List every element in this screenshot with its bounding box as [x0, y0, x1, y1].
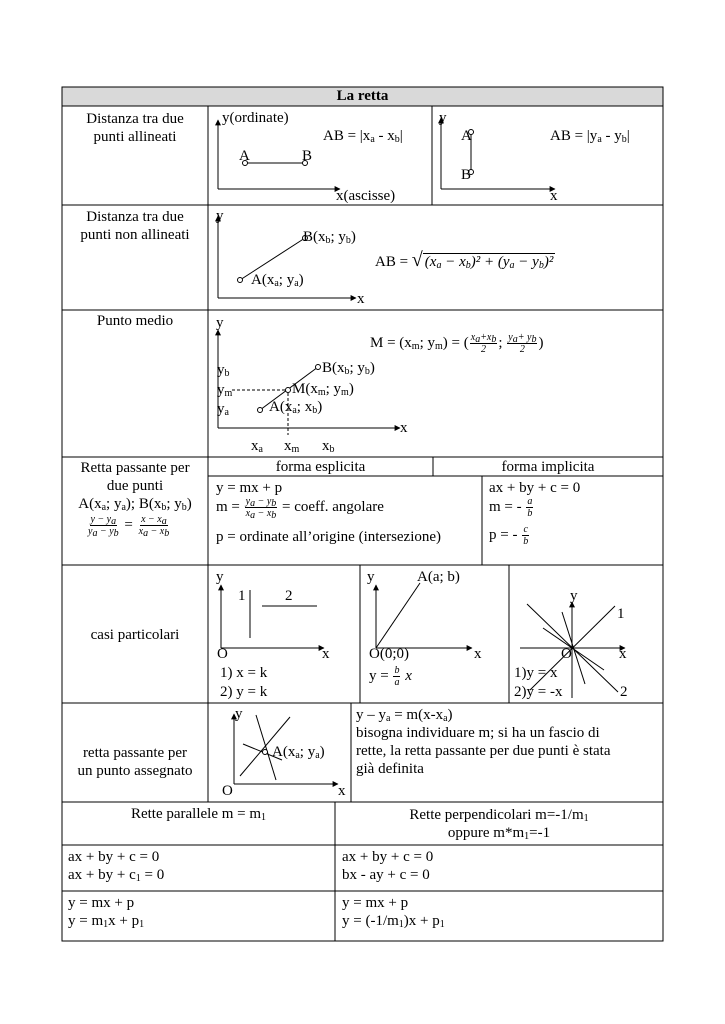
- tick-ya: $y_a$: [217, 401, 229, 418]
- intercept-description: p = ordinate all’origine (intersezione): [216, 529, 442, 545]
- point-a2-label: A: [461, 128, 472, 144]
- two-point-equation: $\frac{y - y_a}{y_a - y_b}$ = $\frac{x - x_a}{x_a - x_b}$: [88, 514, 170, 539]
- g2-axis-x: x: [474, 646, 482, 662]
- point-a-label: $A(x_a$; $y_a$): [272, 744, 325, 761]
- row-label-aligned-distance: Distanza tra due punti allineati: [86, 111, 184, 145]
- axis-x-label: x(ascisse): [336, 188, 396, 204]
- case-y-equals-minus-x: 2)y = -x: [514, 684, 563, 700]
- axis-x2-label: x: [550, 188, 558, 204]
- g2-point-a: A(a; b): [417, 569, 460, 585]
- axis-y2-label: y: [439, 110, 447, 126]
- axis-y-label: y: [216, 315, 224, 331]
- g1-label-1: 1: [238, 588, 246, 604]
- axis-y-label: y: [216, 208, 224, 224]
- header-parallel-lines: Rette parallele $m = m_1$: [130, 806, 267, 823]
- header-explicit-form: forma esplicita: [275, 459, 366, 475]
- header-implicit-form: forma implicita: [501, 459, 595, 475]
- tick-yb: $y_b$: [217, 362, 230, 379]
- origin-label: O: [222, 783, 233, 799]
- axis-x-label: x: [400, 420, 408, 436]
- point-b-label: $B(x_b$; $y_b$): [303, 229, 356, 246]
- row-label-non-aligned-distance: Distanza tra due punti non allineati: [80, 209, 190, 243]
- g2-axis-y: y: [367, 569, 375, 585]
- implicit-equation: ax + by + c = 0: [489, 480, 581, 496]
- formula-ab-y: AB = $|y_a - y_b|$: [550, 128, 630, 145]
- g1-label-2: 2: [285, 588, 293, 604]
- graph-vertical-distance: [441, 118, 555, 189]
- implicit-slope: m = - $\frac{a}{b}$: [489, 496, 533, 519]
- graph-horizontal-distance: [218, 120, 340, 189]
- row-label-midpoint: Punto medio: [96, 313, 174, 329]
- g1-axis-y: y: [216, 569, 224, 585]
- g3-axis-y: y: [570, 588, 578, 604]
- graph-constant-lines: [221, 585, 324, 648]
- row-label-point-slope: retta passante per un punto assegnato: [77, 745, 193, 779]
- point-a-label: $A(x_a$; $y_a$): [251, 272, 304, 289]
- implicit-intercept: p = - $\frac{c}{b}$: [489, 524, 529, 547]
- point-b-label: $B(x_b$; $y_b$): [322, 360, 375, 377]
- point-slope-equation: $y - y_a = m(x-x_a)$: [356, 707, 453, 724]
- axis-x-label: x: [338, 783, 346, 799]
- case-y-equals-x: 1)y = x: [514, 665, 558, 681]
- axis-y-label: y: [235, 706, 243, 722]
- row-label-two-points: Retta passante per due punti $A(x_a$; $y_a$); $B(x_b$; $y_b$): [78, 460, 192, 513]
- g3-axis-x: x: [619, 646, 627, 662]
- perpendicular-explicit: y = mx + p $y = (-1/m_1)x + p_1$: [342, 895, 445, 930]
- point-a-label: A: [239, 148, 250, 164]
- point-b-label: B: [302, 148, 313, 164]
- g2-equation: y = $\frac{b}{a}$ x: [369, 665, 412, 688]
- parallel-implicit: ax + by + c = 0 ax + by + $c_1 = 0$: [68, 849, 165, 884]
- point-slope-text: $y - y_a = m(x-x_a)$ bisogna individuare m; si ha un fascio di rette, la retta passante per due punti è stata già definita: [356, 707, 611, 777]
- g1-origin: O: [217, 646, 228, 662]
- g1-axis-x: x: [322, 646, 330, 662]
- tick-xm: $x_m$: [284, 438, 300, 455]
- page-title: La retta: [336, 88, 389, 104]
- point-m-label: $M(x_m$; $y_m$): [292, 381, 354, 398]
- g2-origin: O(0;0): [369, 646, 409, 662]
- parallel-explicit: y = mx + p $y = m_1x + p_1$: [68, 895, 145, 930]
- tick-xb: $x_b$: [322, 438, 335, 455]
- midpoint-formula: $M = (x_m$; $y_m$) = ( $\frac{x_a+x_b}{2}$ ; $\frac{y_a+ y_b}{2}$ ): [370, 332, 544, 355]
- point-b2-label: B: [461, 167, 472, 183]
- row-label-special-cases: casi particolari: [90, 627, 180, 643]
- point-a-label: $A(x_a$; $x_b$): [269, 399, 323, 416]
- tick-ym: $y_m$: [217, 382, 233, 399]
- g3-label-1: 1: [617, 606, 625, 622]
- header-perpendicular-lines: Rette perpendicolari $m=-1/m_1$ oppure $m*m_1=-1$: [409, 807, 589, 842]
- case-y-equals-k: 2) y = k: [220, 684, 268, 700]
- perpendicular-implicit: ax + by + c = 0 bx - ay + c = 0: [342, 849, 434, 883]
- g3-label-2: 2: [620, 684, 628, 700]
- graph-line-through-origin: [376, 583, 472, 648]
- formula-ab-x: AB = $|x_a - x_b|$: [323, 128, 403, 145]
- explicit-equation: y = mx + p: [216, 480, 283, 496]
- distance-formula: AB = √ $(x_a - x_b)^2 + (y_a - y_b)^2$: [375, 249, 554, 271]
- axis-y-label: y(ordinate): [222, 110, 289, 126]
- axis-x-label: x: [357, 291, 365, 307]
- tick-xa: $x_a$: [251, 438, 263, 455]
- case-x-equals-k: 1) x = k: [220, 665, 268, 681]
- g3-origin: O: [561, 646, 572, 662]
- slope-formula: m = $\frac{y_a - y_b}{x_a - x_b}$ = coeff. angolare: [216, 496, 384, 521]
